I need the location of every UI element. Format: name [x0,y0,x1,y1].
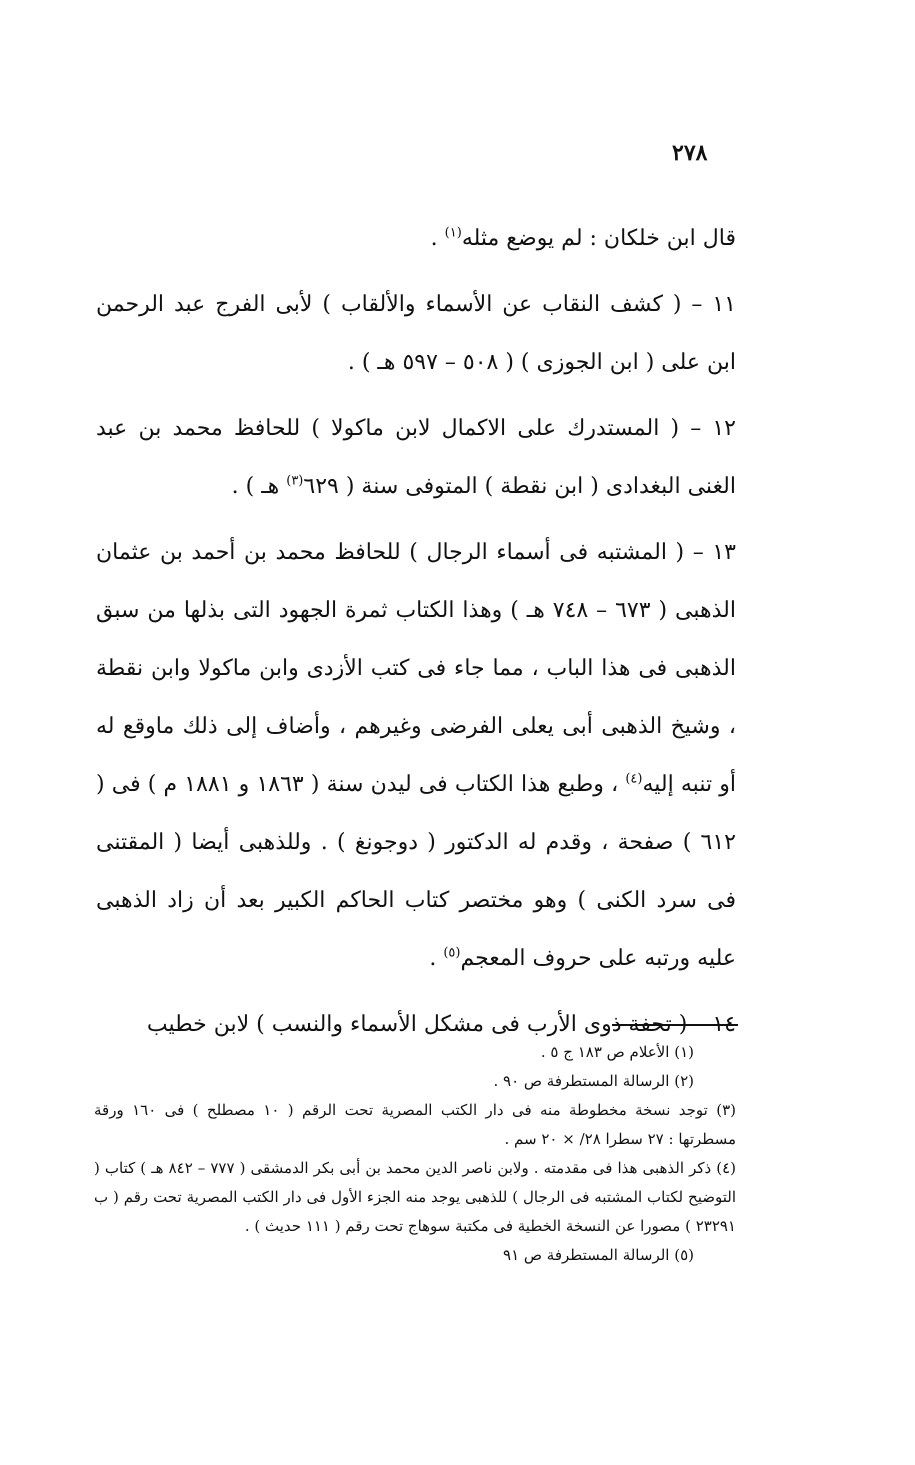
footnote-separator [612,1024,738,1026]
footnote-ref-5: (٥) [443,945,461,961]
entry-13-continuation: ، وطبع هذا الكتاب فى ليدن سنة ( ١٨٦٣ و ١٨٨١ م ) فى ( ٦١٢ ) صفحة ، وقدم له الدكتور ( دوجونغ ) . وللذهبى أيضا ( المقتنى فى سرد الكنى ) وهو مختصر كتاب الحاكم الكبير بعد أن زاد الذهبى عليه ورتبه على حروف المعجم [96,772,736,971]
entry-12-text: ١٢ – ( المستدرك على الاكمال لابن ماكولا ) للحافظ محمد بن عبد الغنى البغدادى ( ابن نقطة ) المتوفى سنة ( ٦٢٩ [96,416,736,499]
entry-11 [96,276,736,392]
footnote-3: (٣) توجد نسخة مخطوطة منه فى دار الكتب المصرية تحت الرقم ( ١٠ مصطلح ) فى ١٦٠ ورقة مسطرتها : ٢٧ سطرا ٢٨/ × ٢٠ سم . [94,1101,736,1148]
footnotes [94,1038,736,1270]
footnote-ref-4: (٤) [625,771,643,787]
footnote-ref-1: (١) [444,225,462,241]
page-number: ٢٧٨ [672,140,708,166]
entry-12-end: هـ ) . [231,474,280,499]
footnote-4: (٤) ذكر الذهبى هذا فى مقدمته . ولابن ناصر الدين محمد بن أبى بكر الدمشقى ( ٧٧٧ – ٨٤٢ هـ ) كتاب ( التوضيح لكتاب المشتبه فى الرجال ) للذهبى يوجد منه الجزء الأول فى دار الكتب المصرية تحت رقم ( ب ٢٣٢٩١ ) مصورا عن النسخة الخطية فى مكتبة سوهاج تحت رقم ( ١١١ حديث ) . [94,1159,736,1235]
footnote-ref-3: (٣) [286,473,304,489]
entry-13-text: ١٣ – ( المشتبه فى أسماء الرجال ) للحافظ محمد بن أحمد بن عثمان الذهبى ( ٦٧٣ – ٧٤٨ هـ ) وهذا الكتاب ثمرة الجهود التى بذلها من سبق الذهبى فى هذا الباب ، مما جاء فى كتب الأزدى وابن ماكولا وابن نقطة ، وشيخ الذهبى أبى يعلى الفرضى وغيرهم ، وأضاف إلى ذلك ماوقع له أو تنبه إليه [96,540,736,797]
entry-14-text: ١٤ – ( تحفة ذوى الأرب فى مشكل الأسماء والنسب ) لابن خطيب [146,1012,736,1037]
entry-13-end: . [429,946,444,971]
paragraph-intro-text: قال ابن خلكان : لم يوضع مثله [461,226,736,251]
footnote-1: (١) الأعلام ص ١٨٣ ج ٥ . [540,1043,694,1061]
entry-12 [96,400,736,516]
paragraph-intro [96,210,736,268]
main-text [96,210,736,1062]
paragraph-intro-end: . [430,226,445,251]
footnote-2: (٢) الرسالة المستطرفة ص ٩٠ . [493,1072,694,1090]
entry-11-text: ١١ – ( كشف النقاب عن الأسماء والألقاب ) لأبى الفرج عبد الرحمن ابن على ( ابن الجوزى ) ( ٥٠٨ – ٥٩٧ هـ ) . [96,292,736,375]
entry-13 [96,524,736,988]
footnote-5: (٥) الرسالة المستطرفة ص ٩١ [503,1246,694,1264]
